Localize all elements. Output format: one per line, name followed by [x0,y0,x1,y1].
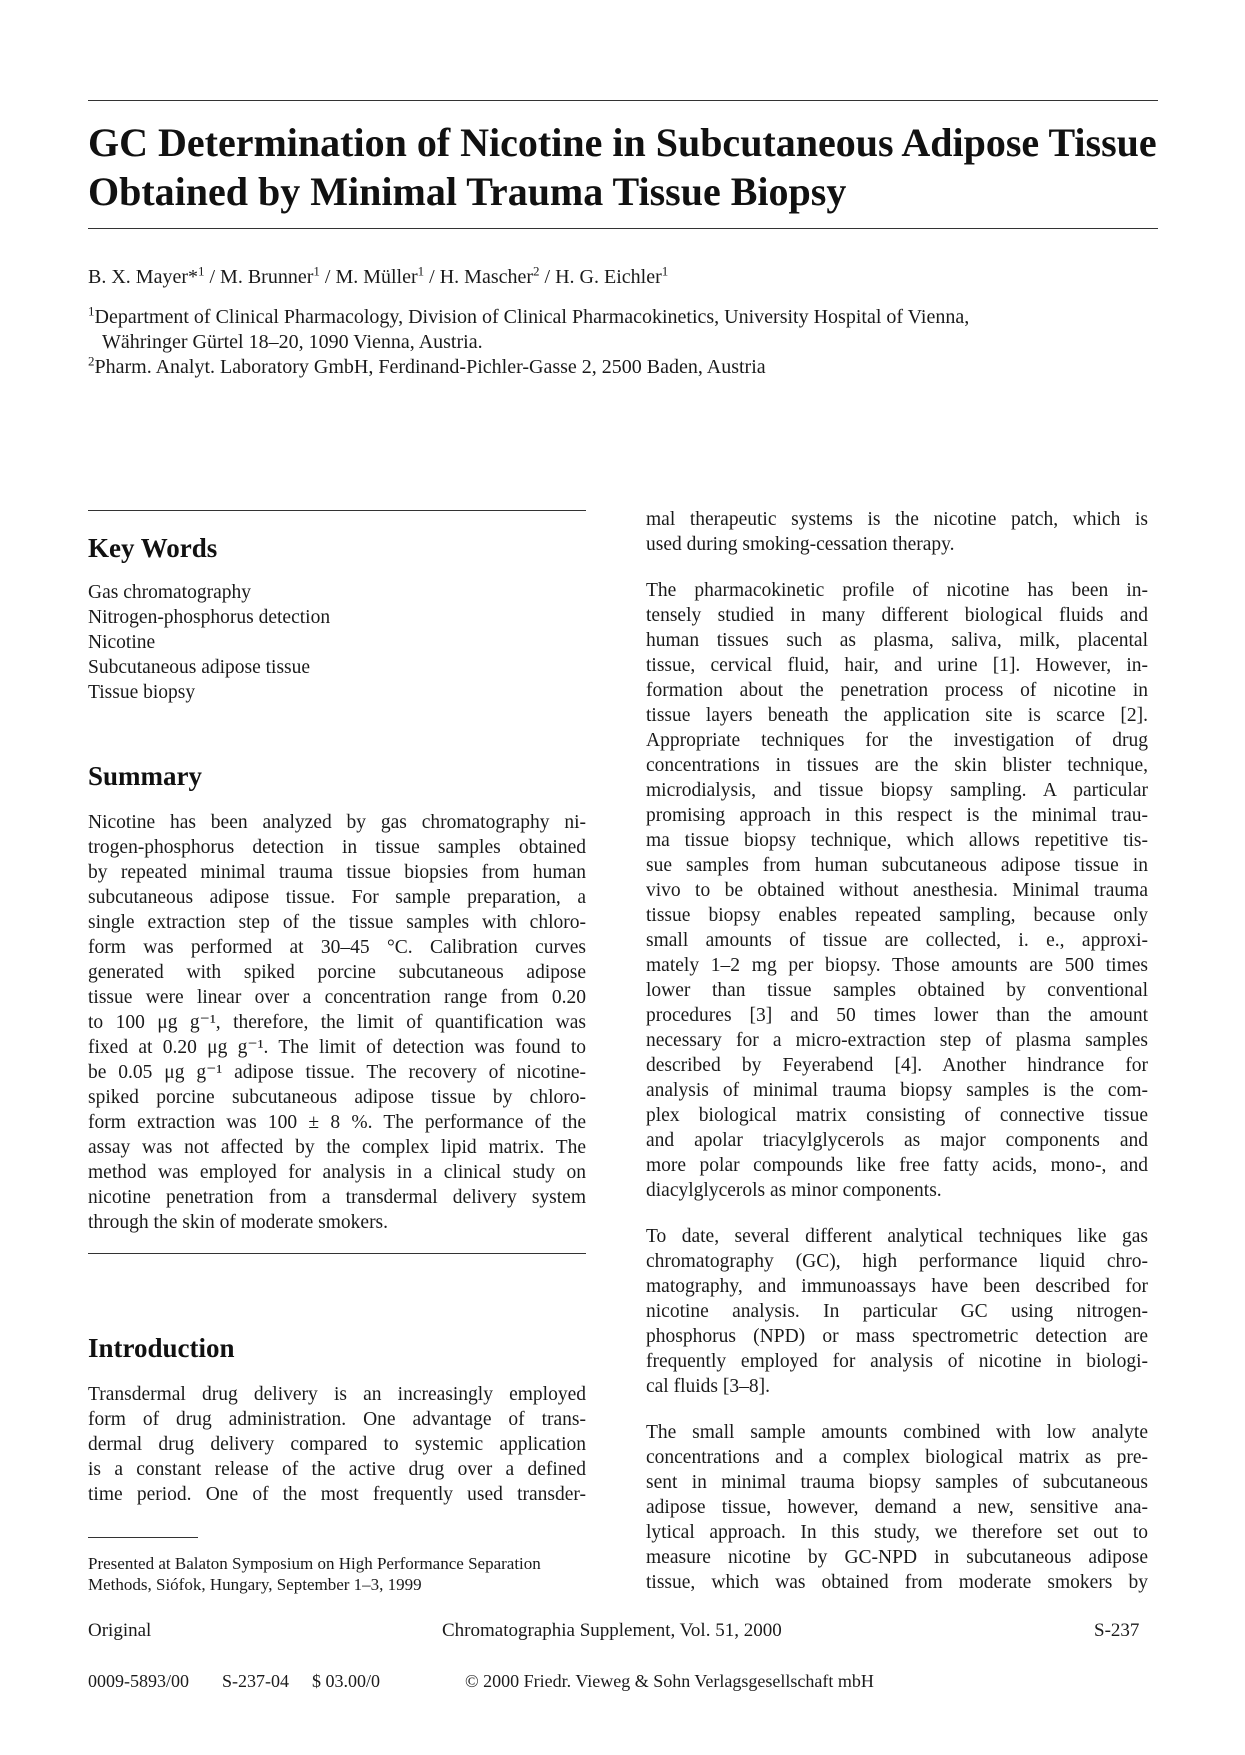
text-line: by repeated minimal trauma tissue biopsies from human [88,862,586,883]
affiliation-mark: 1 [313,263,320,279]
text-line: procedures [3] and 50 times lower than the amount [646,1005,1148,1026]
text-line: concentrations in tissues are the skin blister technique, [646,755,1148,776]
author-name: M. Brunner [220,266,314,288]
footer-copyright: © 2000 Friedr. Vieweg & Sohn Verlagsgesellschaft mbH [465,1671,874,1691]
author-separator: / [319,266,336,288]
text-line: sue samples from human subcutaneous adipose tissue in [646,855,1148,876]
affiliation-text: Pharm. Analyt. Laboratory GmbH, Ferdinand-Pichler-Gasse 2, 2500 Baden, Austria [94,356,766,378]
affiliation-mark: 1 [417,263,425,279]
text-line: Nicotine has been analyzed by gas chromatography ni- [88,812,586,833]
text-line: is a constant release of the active drug over a defined [88,1459,586,1480]
affiliation-mark: 1 [197,263,205,279]
text-line: Appropriate techniques for the investigation of drug [646,730,1148,751]
text-line: tissue layers beneath the application site is scarce [2]. [646,705,1148,726]
affiliation-mark: 2 [533,263,540,279]
text-line: To date, several different analytical techniques like gas [646,1226,1148,1247]
text-line: spiked porcine subcutaneous adipose tissue by chloro- [88,1087,586,1108]
text-line: through the skin of moderate smokers. [88,1212,389,1233]
author-list [88,264,668,290]
keywords-section [88,532,586,705]
text-line: mately 1–2 mg per biopsy. Those amounts are 500 times [646,955,1148,976]
introduction-heading: Introduction [88,1333,235,1363]
paragraph [646,578,1148,1203]
text-line: tissue, cervical fluid, hair, and urine [1]. However, in- [646,655,1148,676]
introduction-text [88,1382,586,1507]
author-separator: / [539,266,556,288]
text-line: concentrations and a complex biological matrix as pre- [646,1447,1148,1468]
paragraph [646,1420,1148,1595]
affiliation-text: Department of Clinical Pharmacology, Division of Clinical Pharmacokinetics, University Hospital of Vienna, [94,306,970,328]
text-line: chromatography (GC), high performance liquid chro- [646,1251,1148,1272]
text-line: more polar compounds like free fatty acids, mono-, and [646,1155,1148,1176]
footnote [88,1553,598,1595]
text-line: formation about the penetration process of nicotine in [646,680,1148,701]
text-line: and apolar triacylglycerols as major components and [646,1130,1148,1151]
keyword-item: Gas chromatography [88,582,251,603]
affiliation-mark: 1 [661,263,669,279]
affiliations [88,305,1168,380]
text-line: tissue were linear over a concentration range from 0.20 [88,987,586,1008]
text-line: generated with spiked porcine subcutaneous adipose [88,962,586,983]
summary-text [88,810,586,1235]
text-line: nicotine analysis. In particular GC using nitrogen- [646,1301,1148,1322]
text-line: phosphorus (NPD) or mass spectrometric detection are [646,1326,1148,1347]
keyword-item: Tissue biopsy [88,682,196,703]
text-line: lytical approach. In this study, we therefore set out to [646,1522,1148,1543]
text-line: tissue biopsy enables repeated sampling, because only [646,905,1148,926]
text-line: The small sample amounts combined with low analyte [646,1422,1148,1443]
keywords-top-rule [88,510,586,511]
text-line: single extraction step of the tissue samples with chloro- [88,912,586,933]
text-line: form was performed at 30–45 °C. Calibration curves [88,937,586,958]
text-line: to 100 μg g⁻¹, therefore, the limit of quantification was [88,1012,586,1033]
footer-journal: Chromatographia Supplement, Vol. 51, 2000 [442,1620,782,1641]
keyword-item: Nicotine [88,632,156,653]
introduction-section [88,1332,586,1507]
text-line: tensely studied in many different biological fluids and [646,605,1148,626]
affiliation-mark: 1 [88,303,95,319]
author-separator: / [204,266,221,288]
text-line: cal fluids [3–8]. [646,1376,771,1397]
title-line: GC Determination of Nicotine in Subcutaneous Adipose Tissue [88,120,1157,165]
author-name: B. X. Mayer* [88,266,198,288]
text-line: time period. One of the most frequently used transder- [88,1484,586,1505]
text-line: used during smoking-cessation therapy. [646,534,955,555]
text-line: small amounts of tissue are collected, i. e., approxi- [646,930,1148,951]
title-line: Obtained by Minimal Trauma Tissue Biopsy [88,169,847,214]
text-line: described by Feyerabend [4]. Another hindrance for [646,1055,1148,1076]
text-line: ma tissue biopsy technique, which allows repetitive tis- [646,830,1148,851]
text-line: be 0.05 μg g⁻¹ adipose tissue. The recovery of nicotine- [88,1062,586,1083]
author-name: H. Mascher [439,266,534,288]
title-bottom-rule [88,228,1158,229]
affiliation-1-cont: Währinger Gürtel 18–20, 1090 Vienna, Austria. [102,331,483,353]
text-line: Transdermal drug delivery is an increasingly employed [88,1384,586,1405]
keywords-heading: Key Words [88,533,218,563]
text-line: vivo to be obtained without anesthesia. Minimal trauma [646,880,1148,901]
text-line: tissue, which was obtained from moderate smokers by [646,1572,1148,1593]
text-line: mal therapeutic systems is the nicotine patch, which is [646,509,1148,530]
text-line: frequently employed for analysis of nicotine in biologi- [646,1351,1148,1372]
footnote-line: Methods, Siófok, Hungary, September 1–3, 1999 [88,1575,422,1594]
summary-bottom-rule [88,1253,586,1254]
affiliation-1 [88,305,1168,330]
paragraph [646,1224,1148,1399]
text-line: sent in minimal trauma biopsy samples of subcutaneous [646,1472,1148,1493]
text-line: necessary for a micro-extraction step of plasma samples [646,1030,1148,1051]
paper-title [88,118,1168,216]
affiliation-mark: 2 [88,353,95,369]
summary-section [88,760,586,1235]
text-line: adipose tissue, however, demand a new, sensitive ana- [646,1497,1148,1518]
footnote-line: Presented at Balaton Symposium on High Performance Separation [88,1554,541,1573]
affiliation-2 [88,355,1168,380]
text-line: form of drug administration. One advantage of trans- [88,1409,586,1430]
text-line: analysis of minimal trauma biopsy samples is the com- [646,1080,1148,1101]
right-column [646,507,1148,1595]
text-line: matography, and immunoassays have been described for [646,1276,1148,1297]
text-line: assay was not affected by the complex lipid matrix. The [88,1137,586,1158]
text-line: subcutaneous adipose tissue. For sample preparation, a [88,887,586,908]
text-line: trogen-phosphorus detection in tissue samples obtained [88,837,586,858]
text-line: microdialysis, and tissue biopsy sampling. A particular [646,780,1148,801]
text-line: form extraction was 100 ± 8 %. The performance of the [88,1112,586,1133]
text-line: dermal drug delivery compared to systemic application [88,1434,586,1455]
text-line: lower than tissue samples obtained by conventional [646,980,1148,1001]
text-line: promising approach in this respect is the minimal trau- [646,805,1148,826]
text-line: human tissues such as plasma, saliva, milk, placental [646,630,1148,651]
footer-article-code: S-237-04 [222,1671,289,1691]
keyword-item: Subcutaneous adipose tissue [88,657,311,678]
author-name: M. Müller [335,266,418,288]
keyword-item: Nitrogen-phosphorus detection [88,607,331,628]
footer-issn: 0009-5893/00 [88,1671,189,1691]
footnote-rule [88,1537,198,1538]
footer-category: Original [88,1620,152,1641]
summary-heading: Summary [88,761,202,791]
author-separator: / [424,266,440,288]
footer-page-number: S-237 [1094,1620,1140,1641]
text-line: nicotine penetration from a transdermal delivery system [88,1187,586,1208]
text-line: measure nicotine by GC-NPD in subcutaneous adipose [646,1547,1148,1568]
paragraph [646,507,1148,557]
author-name: H. G. Eichler [555,266,662,288]
text-line: method was employed for analysis in a clinical study on [88,1162,586,1183]
footer-price: $ 03.00/0 [312,1671,381,1691]
text-line: plex biological matrix consisting of connective tissue [646,1105,1148,1126]
text-line: diacylglycerols as minor components. [646,1180,942,1201]
text-line: fixed at 0.20 μg g⁻¹. The limit of detection was found to [88,1037,586,1058]
keyword-list [88,580,586,705]
top-rule [88,100,1158,101]
text-line: The pharmacokinetic profile of nicotine has been in- [646,580,1148,601]
